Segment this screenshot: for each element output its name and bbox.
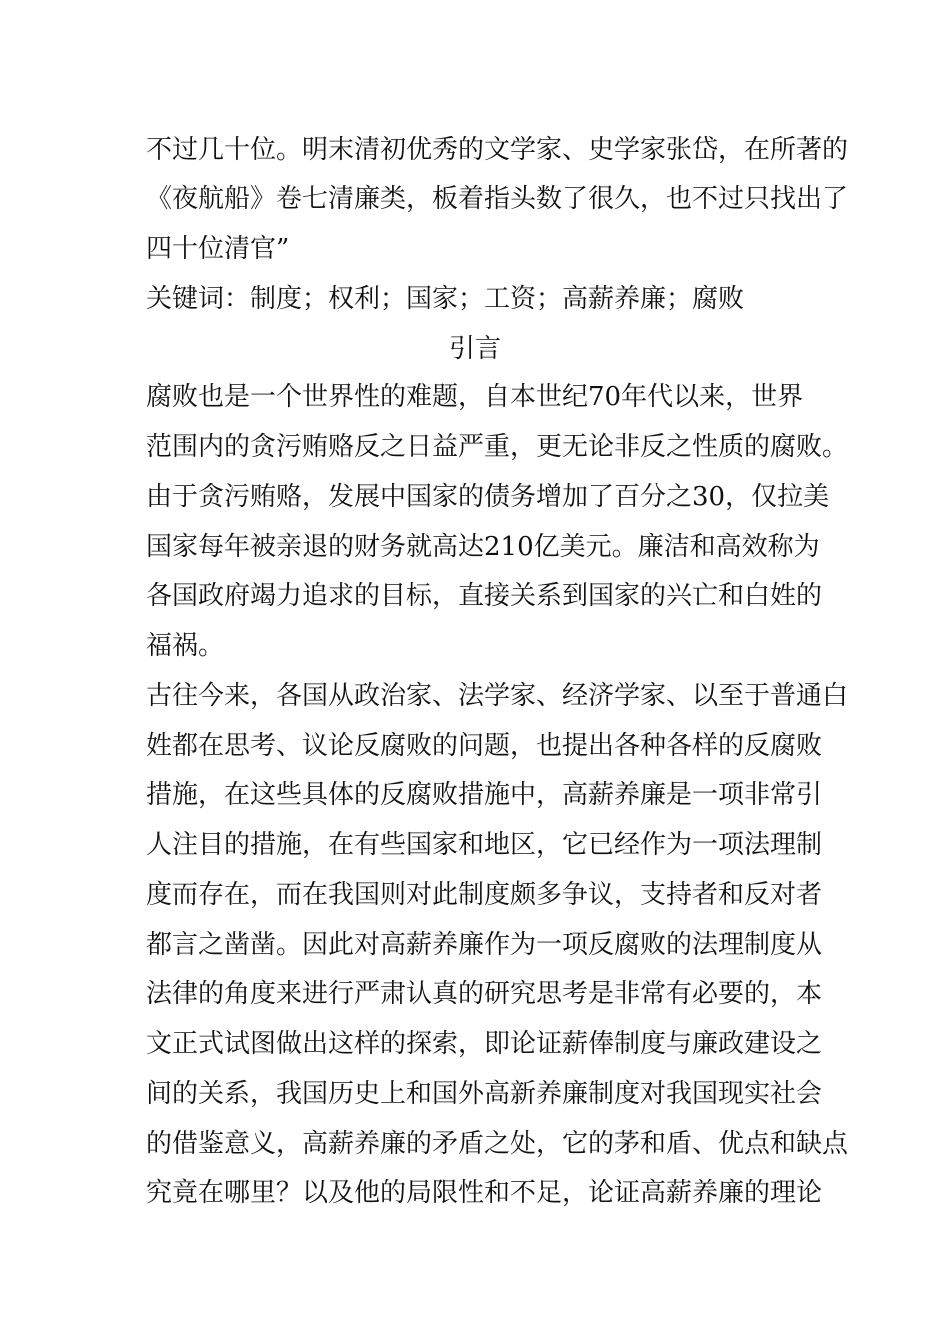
paragraph-2-line-4: 人注目的措施，在有些国家和地区，它已经作为一项法理制 [146, 830, 823, 860]
paragraph-2-line-7: 法律的角度来进行严肃认真的研究思考是非常有必要的，本 [146, 979, 823, 1009]
paragraph-1-line-3: 由于贪污贿赂，发展中国家的债务增加了百分之30，仅拉美 [146, 482, 830, 512]
paragraph-1-line-1: 腐败也是一个世界性的难题，自本世纪70年代以来，世界 [146, 382, 804, 412]
section-heading: 引言 [448, 334, 501, 364]
paragraph-2-line-9: 间的关系，我国历史上和国外高新养廉制度对我国现实社会 [146, 1079, 823, 1109]
paragraph-2-line-8: 文正式试图做出这样的探索，即论证薪俸制度与廉政建设之 [146, 1029, 823, 1059]
keywords-line: 关键词：制度；权利；国家；工资；高薪养廉；腐败 [146, 284, 745, 314]
continuation-line-1: 不过几十位。明末清初优秀的文学家、史学家张岱，在所著的 [146, 135, 849, 165]
paragraph-2-line-3: 措施，在这些具体的反腐败措施中，高薪养廉是一项非常引 [146, 780, 823, 810]
paragraph-2-line-10: 的借鉴意义，高薪养廉的矛盾之处，它的茅和盾、优点和缺点 [146, 1129, 849, 1159]
paragraph-1-line-5: 各国政府竭力追求的目标，直接关系到国家的兴亡和白姓的 [146, 581, 823, 611]
paragraph-2-line-6: 都言之凿凿。因此对高薪养廉作为一项反腐败的法理制度从 [146, 930, 823, 960]
continuation-line-3: 四十位清官” [146, 234, 290, 264]
continuation-line-2: 《夜航船》卷七清廉类，板着指头数了很久，也不过只找出了 [146, 184, 849, 214]
paragraph-2-line-11: 究竟在哪里？以及他的局限性和不足，论证高薪养廉的理论 [146, 1178, 823, 1208]
paragraph-1-line-6: 福祸。 [146, 631, 225, 661]
paragraph-2-line-5: 度而存在，而在我国则对此制度颇多争议，支持者和反对者 [146, 880, 823, 910]
paragraph-2-line-2: 姓都在思考、议论反腐败的问题，也提出各种各样的反腐败 [146, 731, 823, 761]
paragraph-1-line-2: 范围内的贪污贿赂反之日益严重，更无论非反之性质的腐败。 [146, 432, 849, 462]
paragraph-2-line-1: 古往今来，各国从政治家、法学家、经济学家、以至于普通白 [146, 681, 849, 711]
paragraph-1-line-4: 国家每年被亲退的财务就高达210亿美元。廉洁和高效称为 [146, 532, 820, 562]
